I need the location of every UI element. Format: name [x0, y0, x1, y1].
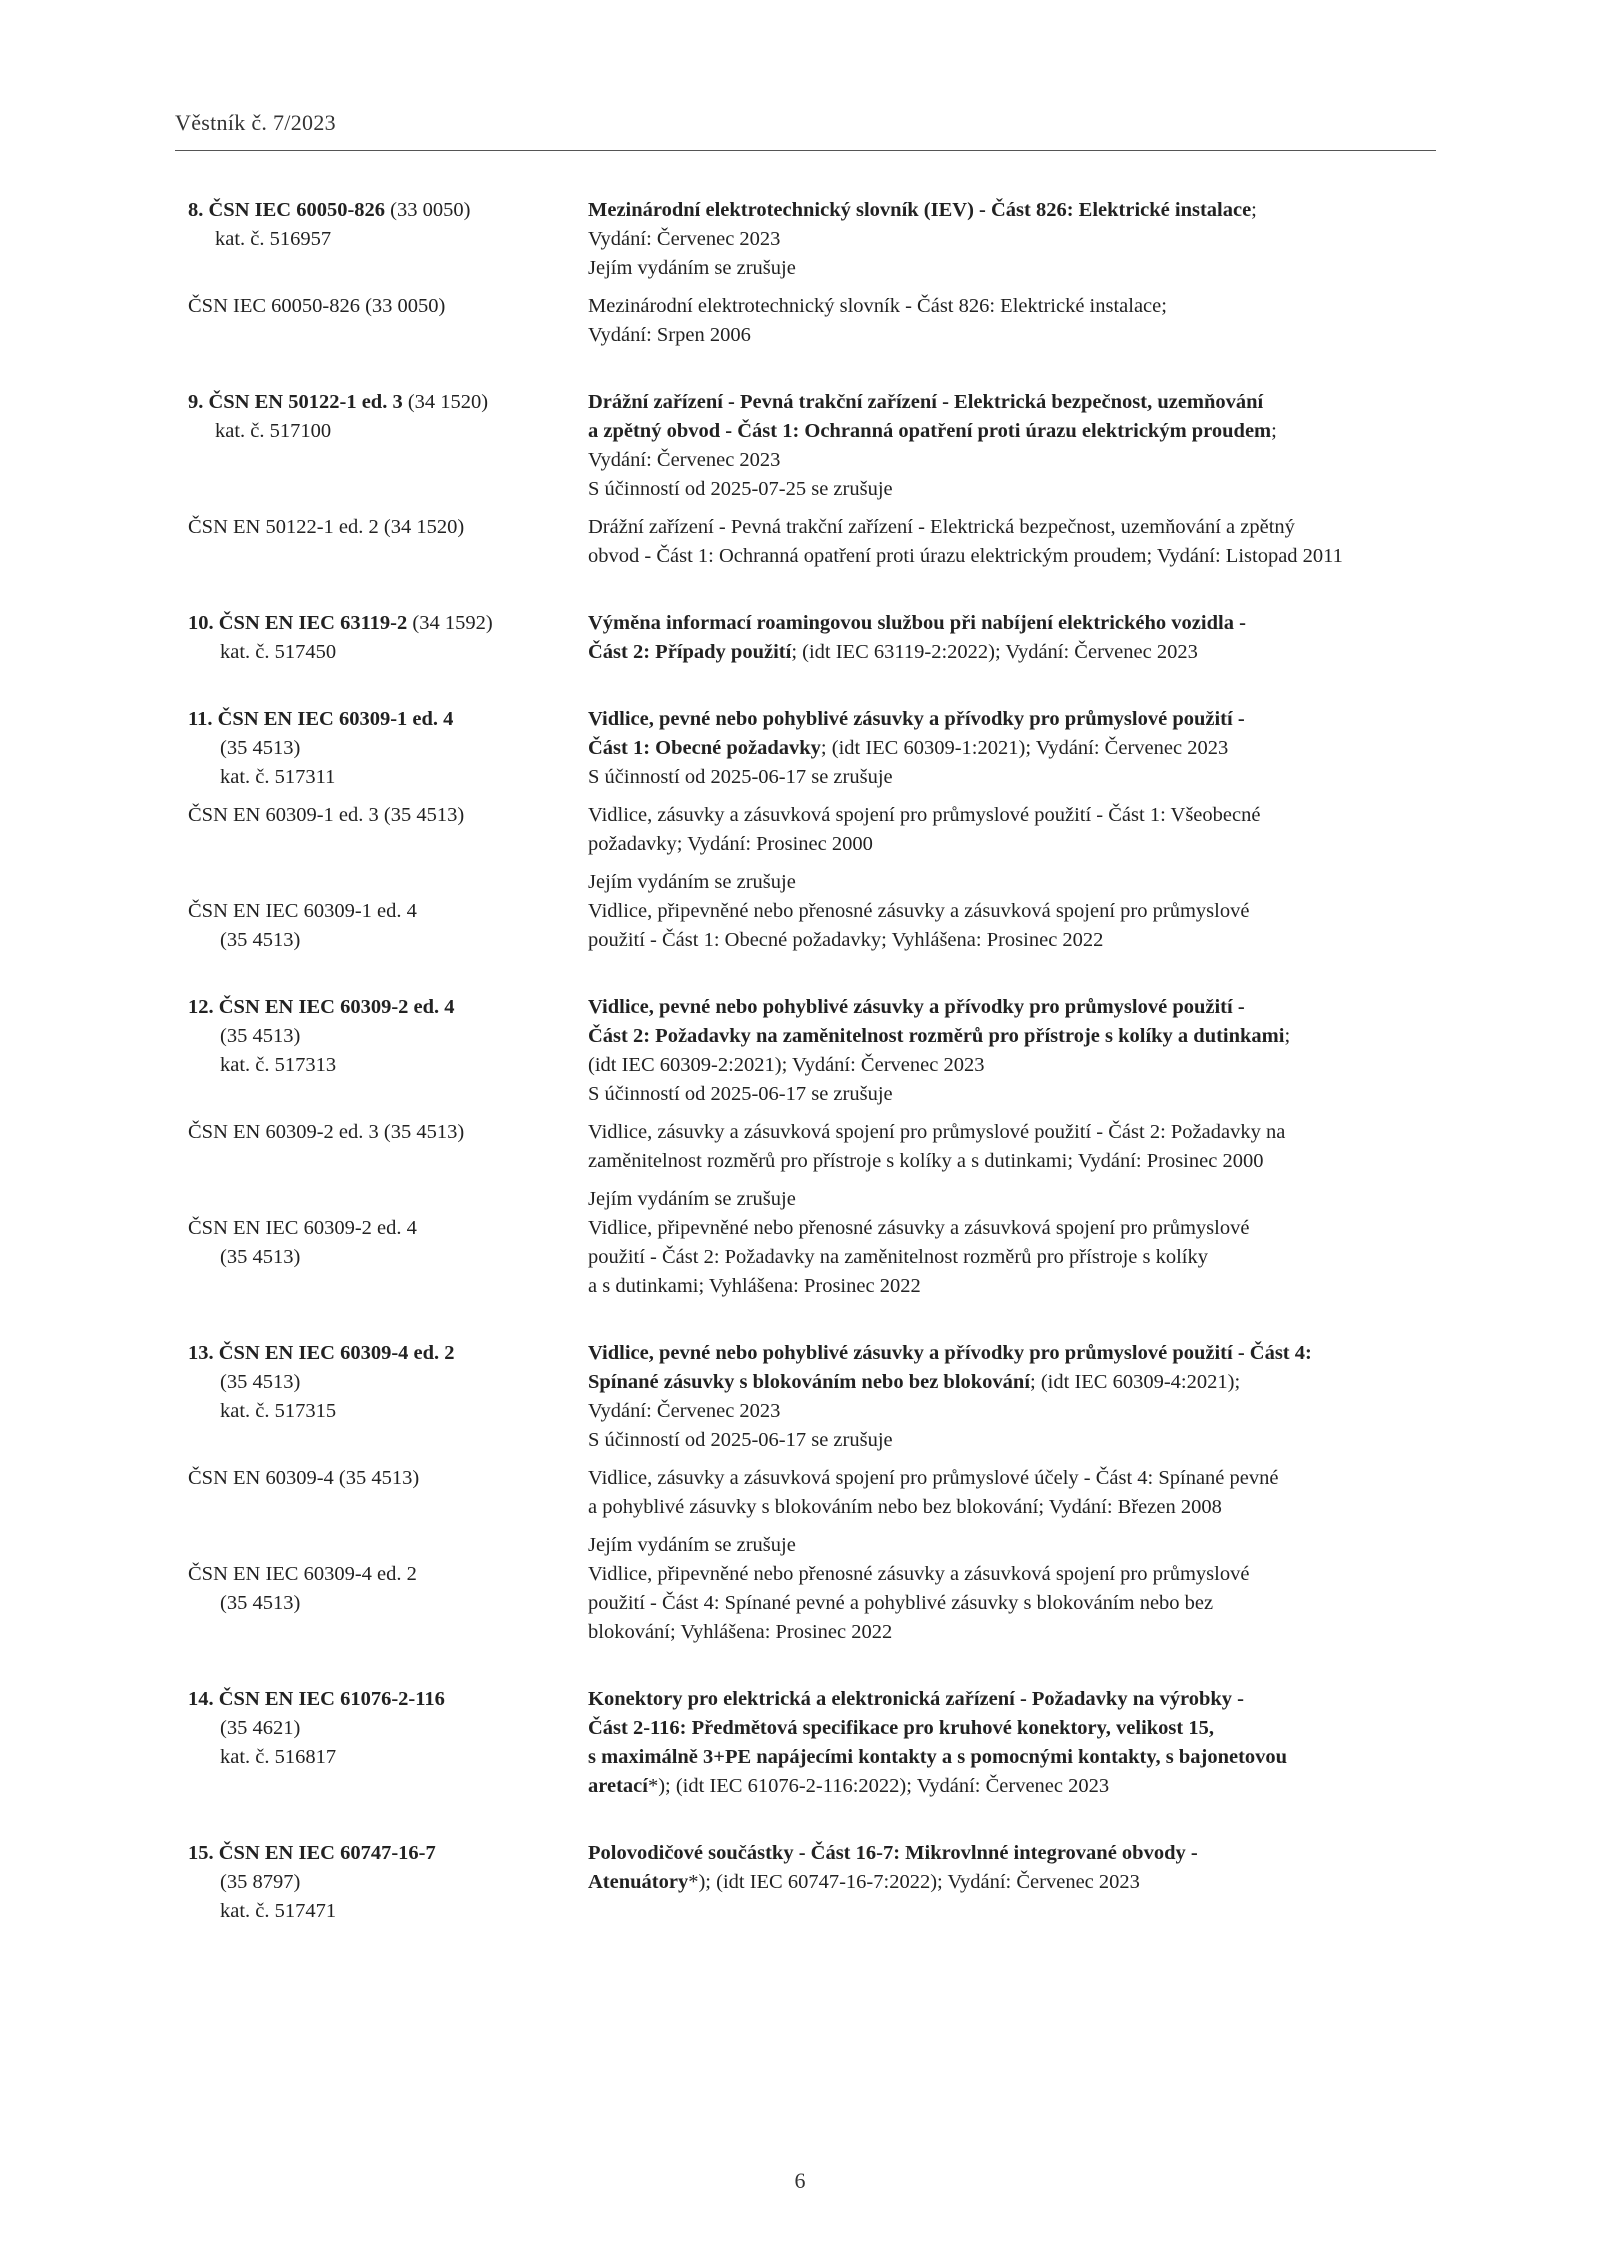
standard-code: ČSN EN IEC 60309-4 ed. 2 [218, 1342, 455, 1364]
replaced-standard-code: ČSN EN 60309-4 (35 4513) [188, 1467, 420, 1489]
catalog-number: kat. č. 517100 [215, 420, 332, 442]
standard-title: Vidlice, pevné nebo pohyblivé zásuvky a přívodky pro průmyslové použití - [588, 996, 1245, 1018]
replacement-note: S účinností od 2025-06-17 se zrušuje [588, 766, 893, 788]
standard-title: Drážní zařízení - Pevná trakční zařízení - Elektrická bezpečnost, uzemňování [588, 391, 1264, 413]
replacement-note: S účinností od 2025-07-25 se zrušuje [588, 478, 893, 500]
standard-code: ČSN EN 50122-1 ed. 3 [208, 391, 403, 413]
standard-title: Výměna informací roamingovou službou při nabíjení elektrického vozidla - [588, 612, 1246, 634]
replaced-standard-title: Vidlice, zásuvky a zásuvková spojení pro průmyslové účely - Část 4: Spínané pevné [588, 1467, 1279, 1489]
cancellation-note: Jejím vydáním se zrušuje [588, 1534, 796, 1556]
cancelled-standard-title: Vidlice, připevněné nebo přenosné zásuvky a zásuvková spojení pro průmyslové [588, 1217, 1250, 1239]
entry-number: 8. [188, 199, 204, 221]
classification-code: (35 4621) [220, 1717, 301, 1739]
entry-number: 10. [188, 612, 214, 634]
cancellation-note: Jejím vydáním se zrušuje [588, 1188, 796, 1210]
replaced-standard-code: ČSN EN 60309-2 ed. 3 (35 4513) [188, 1121, 465, 1143]
catalog-number: kat. č. 517313 [220, 1054, 337, 1076]
issue-date: (idt IEC 60309-2:2021); Vydání: Červenec 2023 [588, 1054, 985, 1076]
classification-code: (35 4513) [220, 1371, 301, 1393]
classification-code: (35 4513) [220, 737, 301, 759]
catalog-number: kat. č. 517315 [220, 1400, 337, 1422]
entry-number: 14. [188, 1688, 214, 1710]
classification-code: (35 4513) [220, 1025, 301, 1047]
journal-title: Věstník č. 7/2023 [175, 110, 336, 135]
replaced-standard-code: ČSN EN 50122-1 ed. 2 (34 1520) [188, 516, 465, 538]
standard-code: ČSN EN IEC 60747-16-7 [218, 1842, 436, 1864]
replaced-standard-title: Mezinárodní elektrotechnický slovník - Část 826: Elektrické instalace; [588, 295, 1167, 317]
standard-code: ČSN IEC 60050-826 [208, 199, 386, 221]
issue-date: Vydání: Červenec 2023 [588, 1400, 781, 1422]
issue-date: Vydání: Červenec 2023 [588, 449, 781, 471]
standard-title: Konektory pro elektrická a elektronická zařízení - Požadavky na výrobky - [588, 1688, 1244, 1710]
standard-title: Polovodičové součástky - Část 16-7: Mikrovlnné integrované obvody - [588, 1842, 1198, 1864]
standard-entry-15: 15. ČSN EN IEC 60747-16-7 (35 8797) kat. č. 517471 Polovodičové součástky - Část 16-7: Mikrovlnné integrované obvody - Atenuátory*); (idt IEC 60747-16-7:2022); Vydání: Červenec 2023 [188, 1839, 1436, 1926]
entry-number: 11. [188, 708, 213, 730]
header-divider [175, 150, 1436, 151]
replacement-note: S účinností od 2025-06-17 se zrušuje [588, 1083, 893, 1105]
cancelled-standard-code: ČSN EN IEC 60309-4 ed. 2 [188, 1563, 417, 1585]
classification-code: (34 1520) [407, 391, 489, 413]
standard-title: Mezinárodní elektrotechnický slovník (IEV) - Část 826: Elektrické instalace [588, 199, 1252, 221]
standard-code: ČSN EN IEC 63119-2 [218, 612, 408, 634]
catalog-number: kat. č. 516957 [215, 228, 332, 250]
standard-code: ČSN EN IEC 61076-2-116 [218, 1688, 445, 1710]
page-number: 6 [794, 2168, 806, 2193]
cancellation-note: Jejím vydáním se zrušuje [588, 871, 796, 893]
standard-entry-10: 10. ČSN EN IEC 63119-2 (34 1592) kat. č. 517450 Výměna informací roamingovou službou při nabíjení elektrického vozidla - Část 2: Případy použití; (idt IEC 63119-2:2022); Vydání: Červenec 2023 [188, 609, 1436, 667]
standard-entry-8: 8. ČSN IEC 60050-826 (33 0050) kat. č. 516957 Mezinárodní elektrotechnický slovník (IEV) - Část 826: Elektrické instalace; Vydání: Červenec 2023 Jejím vydáním se zrušuje ČSN IEC 60050-826 (33 0050) Mezinárodní elektrotechnický slovník - Část 826: Elektrické instalace; Vydání: Srpen 2006 [188, 196, 1436, 350]
replaced-standard-code: ČSN EN 60309-1 ed. 3 (35 4513) [188, 804, 465, 826]
standard-entry-11: 11. ČSN EN IEC 60309-1 ed. 4 (35 4513) kat. č. 517311 Vidlice, pevné nebo pohyblivé zásuvky a přívodky pro průmyslové použití - Část 1: Obecné požadavky; (idt IEC 60309-1:2021); Vydání: Červenec 2023 S účinností od 2025-06-17 se zrušuje ČSN EN 60309-1 ed. 3 (35 4513) Vidlice, zásuvky a zásuvková spojení pro průmyslové použití - Část 1: Všeobecné požadavky; Vydání: Prosinec 2000 Jejím vydáním se zrušuje ČSN EN IEC 60309-1 ed. 4 (35 4513) Vidlice, připevněné nebo přenosné zásuvky a zásuvková spojení pro průmyslové použití - Část 1: Obecné požadavky; Vyhlášena: Prosinec 2022 [188, 705, 1436, 955]
standards-list [188, 196, 1436, 1964]
replacement-note: Jejím vydáním se zrušuje [588, 257, 796, 279]
cancelled-standard-title: Vidlice, připevněné nebo přenosné zásuvky a zásuvková spojení pro průmyslové [588, 1563, 1250, 1585]
classification-code: (33 0050) [390, 199, 471, 221]
standard-title: Vidlice, pevné nebo pohyblivé zásuvky a přívodky pro průmyslové použití - Část 4: [588, 1342, 1312, 1364]
cancelled-standard-code: ČSN EN IEC 60309-2 ed. 4 [188, 1217, 417, 1239]
standard-code: ČSN EN IEC 60309-1 ed. 4 [217, 708, 454, 730]
catalog-number: kat. č. 516817 [220, 1746, 337, 1768]
page-header [175, 110, 1436, 151]
entry-number: 9. [188, 391, 204, 413]
replaced-standard-code: ČSN IEC 60050-826 (33 0050) [188, 295, 446, 317]
entry-number: 12. [188, 996, 214, 1018]
standard-entry-14: 14. ČSN EN IEC 61076-2-116 (35 4621) kat. č. 516817 Konektory pro elektrická a elektronická zařízení - Požadavky na výrobky - Část 2-116: Předmětová specifikace pro kruhové konektory, velikost 15, s maximálně 3+PE napájecími kontakty a s pomocnými kontakty, s bajonetovou aretací*); (idt IEC 61076-2-116:2022); Vydání: Červenec 2023 [188, 1685, 1436, 1801]
cancelled-standard-code: ČSN EN IEC 60309-1 ed. 4 [188, 900, 417, 922]
replacement-note: S účinností od 2025-06-17 se zrušuje [588, 1429, 893, 1451]
entry-number: 13. [188, 1342, 214, 1364]
catalog-number: kat. č. 517471 [220, 1900, 337, 1922]
standard-title: Vidlice, pevné nebo pohyblivé zásuvky a přívodky pro průmyslové použití - [588, 708, 1245, 730]
entry-number: 15. [188, 1842, 214, 1864]
cancelled-standard-title: Vidlice, připevněné nebo přenosné zásuvky a zásuvková spojení pro průmyslové [588, 900, 1250, 922]
classification-code: (35 8797) [220, 1871, 301, 1893]
classification-code: (34 1592) [412, 612, 493, 634]
replaced-standard-title: Vidlice, zásuvky a zásuvková spojení pro průmyslové použití - Část 1: Všeobecné [588, 804, 1261, 826]
catalog-number: kat. č. 517450 [220, 641, 337, 663]
issue-date: Vydání: Červenec 2023 [588, 228, 781, 250]
replaced-standard-title: Vidlice, zásuvky a zásuvková spojení pro průmyslové použití - Část 2: Požadavky na [588, 1121, 1286, 1143]
catalog-number: kat. č. 517311 [220, 766, 336, 788]
standard-entry-12: 12. ČSN EN IEC 60309-2 ed. 4 (35 4513) kat. č. 517313 Vidlice, pevné nebo pohyblivé zásuvky a přívodky pro průmyslové použití - Část 2: Požadavky na zaměnitelnost rozměrů pro přístroje s kolíky a dutinkami; (idt IEC 60309-2:2021); Vydání: Červenec 2023 S účinností od 2025-06-17 se zrušuje ČSN EN 60309-2 ed. 3 (35 4513) Vidlice, zásuvky a zásuvková spojení pro průmyslové použití - Část 2: Požadavky na zaměnitelnost rozměrů pro přístroje s kolíky a s dutinkami; Vydání: Prosinec 2000 Jejím vydáním se zrušuje ČSN EN IEC 60309-2 ed. 4 (35 4513) Vidlice, připevněné nebo přenosné zásuvky a zásuvková spojení pro průmyslové použití - Část 2: Požadavky na zaměnitelnost rozměrů pro přístroje s kolíky a s dutinkami; Vyhlášena: Prosinec 2022 [188, 993, 1436, 1301]
standard-code: ČSN EN IEC 60309-2 ed. 4 [218, 996, 455, 1018]
standard-entry-13: 13. ČSN EN IEC 60309-4 ed. 2 (35 4513) kat. č. 517315 Vidlice, pevné nebo pohyblivé zásuvky a přívodky pro průmyslové použití - Část 4: Spínané zásuvky s blokováním nebo bez blokování; (idt IEC 60309-4:2021); Vydání: Červenec 2023 S účinností od 2025-06-17 se zrušuje ČSN EN 60309-4 (35 4513) Vidlice, zásuvky a zásuvková spojení pro průmyslové účely - Část 4: Spínané pevné a pohyblivé zásuvky s blokováním nebo bez blokování; Vydání: Březen 2008 Jejím vydáním se zrušuje ČSN EN IEC 60309-4 ed. 2 (35 4513) Vidlice, připevněné nebo přenosné zásuvky a zásuvková spojení pro průmyslové použití - Část 4: Spínané pevné a pohyblivé zásuvky s blokováním nebo bez blokování; Vyhlášena: Prosinec 2022 [188, 1339, 1436, 1647]
replaced-standard-title: Drážní zařízení - Pevná trakční zařízení - Elektrická bezpečnost, uzemňování a zpětný [588, 516, 1295, 538]
standard-entry-9: 9. ČSN EN 50122-1 ed. 3 (34 1520) kat. č. 517100 Drážní zařízení - Pevná trakční zařízení - Elektrická bezpečnost, uzemňování a zpětný obvod - Část 1: Ochranná opatření proti úrazu elektrickým proudem; Vydání: Červenec 2023 S účinností od 2025-07-25 se zrušuje ČSN EN 50122-1 ed. 2 (34 1520) Drážní zařízení - Pevná trakční zařízení - Elektrická bezpečnost, uzemňování a zpětný obvod - Část 1: Ochranná opatření proti úrazu elektrickým proudem; Vydání: Listopad 2011 [188, 388, 1436, 571]
